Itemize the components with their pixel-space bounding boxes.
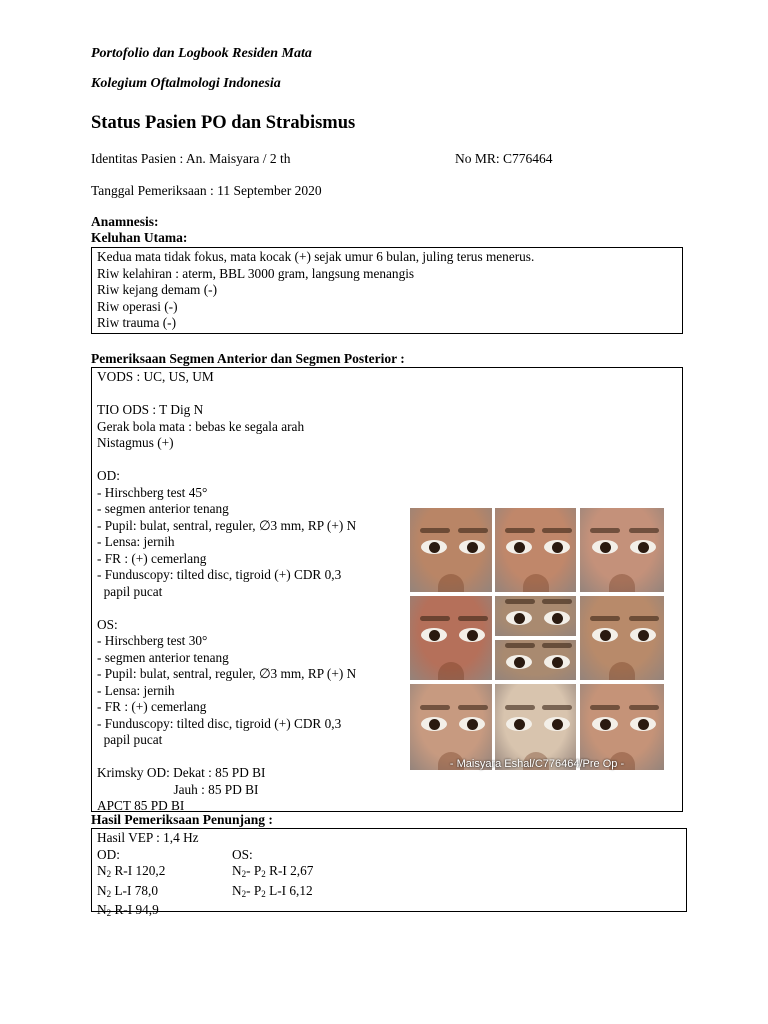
exam-line: APCT 85 PD BI [97,798,185,813]
od-value: $N_2$ L-I 78,0 [97,882,159,899]
eyebrow [629,528,659,533]
page-title: Status Pasien PO dan Strabismus [91,113,356,133]
exam-line: - Lensa: jernih [97,682,175,698]
nose [438,662,464,680]
eyebrow [420,705,450,710]
exam-line: Gerak bola mata : bebas ke segala arah [97,418,305,434]
eye-photo [410,596,492,680]
photo-watermark: - Maisyara Eshal/C776464/Pre Op - [449,758,625,770]
eye [592,540,618,554]
eyebrow [629,616,659,621]
eye-photo [580,596,664,680]
eyebrow [420,528,450,533]
eye [630,717,656,731]
exam-line: Krimsky OD: Dekat : 85 PD BI [97,765,266,780]
eyebrow [542,528,572,533]
eye-photo [580,508,664,592]
exam-line: - Funduscopy: tilted disc, tigroid (+) CDR 0,3 [97,567,342,582]
exam-line: - FR : (+) cemerlang [97,699,207,714]
anamnesis-line: Riw trauma (-) [97,315,177,330]
eye [506,717,532,731]
eye-photo [495,640,576,680]
medical-record-number: No MR: C776464 [455,151,553,166]
nose [609,662,635,680]
anamnesis-line: Riw operasi (-) [97,298,178,314]
eyebrow [590,616,620,621]
eyebrow [542,599,572,604]
exam-line [97,452,677,469]
eye [459,540,485,554]
nose [609,574,635,592]
vep-columns [97,846,681,918]
exam-line: papil pucat [97,732,163,747]
eyebrow [505,528,535,533]
eyebrow [590,705,620,710]
support-box [91,828,687,918]
eyebrow [505,599,535,604]
eyebrow [505,705,535,710]
eye [421,540,447,554]
exam-line: OS: [97,616,118,632]
nose [523,574,549,592]
eye-photo [495,596,576,636]
os-value: $N_2-$ $P_2$ R-I 2,67 [232,863,314,879]
eyebrow [458,528,488,533]
exam-line: - Hirschberg test 30° [97,633,208,648]
od-value: $N_2$ R-I 94,9 [97,902,159,918]
eyebrow [542,705,572,710]
exam-line: - Funduscopy: tilted disc, tigroid (+) CDR 0,3 [97,715,342,731]
exam-line: Jauh : 85 PD BI [97,781,259,797]
anamnesis-line: Kedua mata tidak fokus, mata kocak (+) sejak umur 6 bulan, juling terus menerus. [97,249,535,264]
exam-line: - Hirschberg test 45° [97,484,208,500]
eyebrow [458,705,488,710]
od-value: $N_2$ R-I 120,2 [97,863,166,879]
eye [630,540,656,554]
os-label: OS: [232,846,253,862]
patient-identity: Identitas Pasien : An. Maisyara / 2 th [91,151,291,166]
anamnesis-line: Riw kelahiran : aterm, BBL 3000 gram, langsung menangis [97,265,415,281]
nose [438,574,464,592]
eyebrow [629,705,659,710]
chief-complaint-heading: Keluhan Utama: [91,230,188,245]
eye [459,717,485,731]
eye [592,717,618,731]
vep-result: Hasil VEP : 1,4 Hz [97,830,199,845]
support-heading: Hasil Pemeriksaan Penunjang : [91,812,273,827]
college-header: Kolegium Oftalmologi Indonesia [91,76,281,91]
eye [506,655,532,669]
exam-line [97,386,677,403]
exam-line: - segmen anterior tenang [97,649,229,665]
exam-box [91,367,683,812]
eye-photo [410,508,492,592]
eyebrow [542,643,572,648]
portfolio-header: Portofolio dan Logbook Residen Mata [91,46,312,61]
eye [544,540,570,554]
eye [459,628,485,642]
os-column [232,847,313,903]
eye [544,717,570,731]
eye [544,655,570,669]
exam-heading: Pemeriksaan Segmen Anterior dan Segmen Posterior : [91,351,405,366]
exam-line: - Pupil: bulat, sentral, reguler, ∅3 mm, RP (+) N [97,666,357,681]
od-column [97,847,165,922]
exam-line: papil pucat [97,583,163,599]
eyebrow [590,528,620,533]
anamnesis-heading: Anamnesis: [91,214,159,229]
od-label: OD: [97,846,120,862]
exam-line: - Lensa: jernih [97,534,175,549]
exam-line: TIO ODS : T Dig N [97,402,204,417]
eye-photo-collage [410,508,664,770]
exam-line: - FR : (+) cemerlang [97,550,207,566]
eyebrow [505,643,535,648]
eye [630,628,656,642]
anamnesis-line: Riw kejang demam (-) [97,282,218,297]
eye [506,611,532,625]
eye-photo [495,508,576,592]
exam-date: Tanggal Pemeriksaan : 11 September 2020 [91,183,322,198]
eye [421,628,447,642]
anamnesis-box [91,247,683,334]
exam-line: - segmen anterior tenang [97,501,229,516]
exam-line: OD: [97,468,120,483]
exam-line: VODS : UC, US, UM [97,369,214,384]
eye [544,611,570,625]
eyebrow [420,616,450,621]
exam-line: - Pupil: bulat, sentral, reguler, ∅3 mm, RP (+) N [97,517,357,533]
eye [506,540,532,554]
exam-line: Nistagmus (+) [97,435,174,450]
os-value: $N_2-$ $P_2$ L-I 6,12 [232,882,313,899]
eye [421,717,447,731]
eye [592,628,618,642]
eyebrow [458,616,488,621]
